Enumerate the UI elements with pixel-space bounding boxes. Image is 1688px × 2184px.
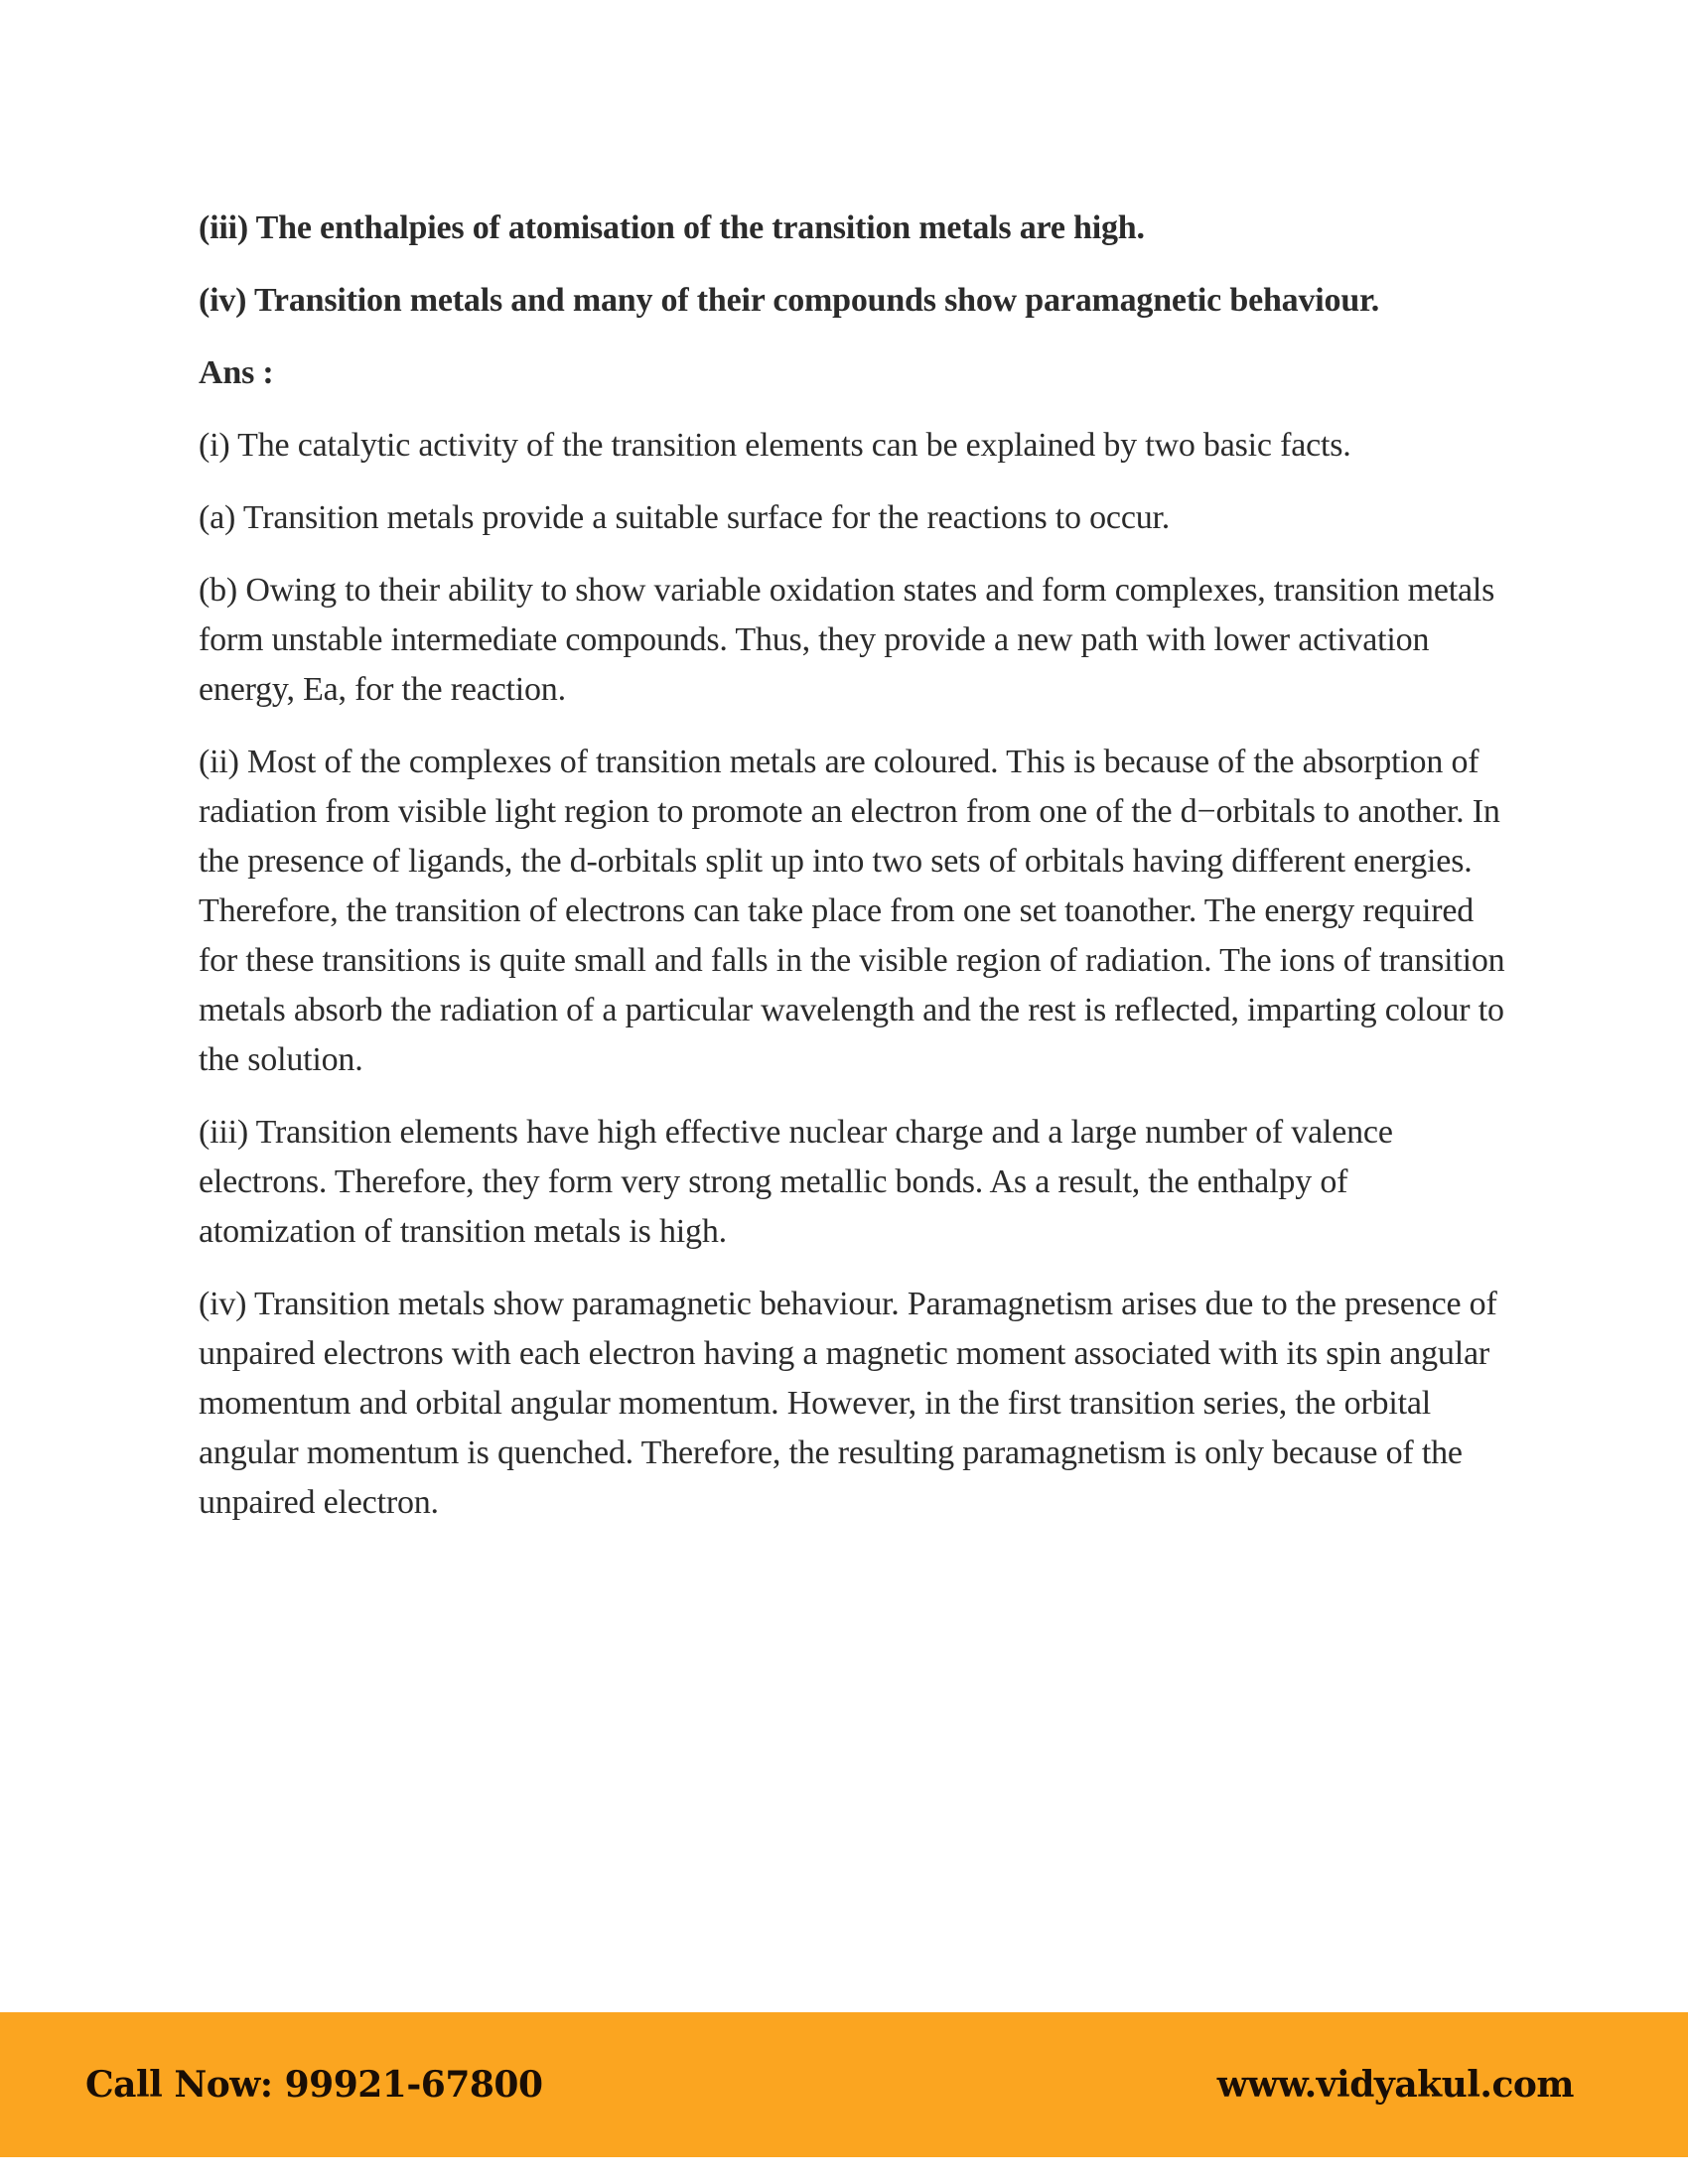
answer-iii: (iii) Transition elements have high effective nuclear charge and a large number of valence electrons. Therefore, they form very strong metallic bonds. As a result, the enthalpy of atomization of transition metals is high. <box>199 1114 1393 1250</box>
answer-ii: (ii) Most of the complexes of transition metals are coloured. This is because of the absorption of radiation from visible light region to promote an electron from one of the d−orbitals to another. In the presence of ligands, the d-orbitals split up into two sets of orbitals having different energies. Therefore, the transition of electrons can take place from one set toanother. The energy required for these transitions is quite small and falls in the visible region of radiation. The ions of transition metals absorb the radiation of a particular wavelength and the rest is reflected, imparting colour to the solution. <box>199 744 1505 1078</box>
question-iv: (iv) Transition metals and many of their compounds show paramagnetic behaviour. <box>199 282 1380 319</box>
answer-label: Ans : <box>199 354 274 391</box>
footer-banner <box>0 2012 1688 2157</box>
question-iii: (iii) The enthalpies of atomisation of the transition metals are high. <box>199 209 1145 246</box>
document-body <box>199 204 1509 1551</box>
answer-i-a: (a) Transition metals provide a suitable surface for the reactions to occur. <box>199 499 1171 536</box>
answer-i-b: (b) Owing to their ability to show variable oxidation states and form complexes, transition metals form unstable intermediate compounds. Thus, they provide a new path with lower activation energy, Ea, for the reaction. <box>199 572 1495 708</box>
footer-website-link[interactable]: www.vidyakul.com <box>1216 2064 1574 2106</box>
footer-phone: Call Now: 99921-67800 <box>85 2064 543 2106</box>
answer-i: (i) The catalytic activity of the transition elements can be explained by two basic facts. <box>199 427 1351 464</box>
answer-iv: (iv) Transition metals show paramagnetic behaviour. Paramagnetism arises due to the presence of unpaired electrons with each electron having a magnetic moment associated with its spin angular momentum and orbital angular momentum. However, in the first transition series, the orbital angular momentum is quenched. Therefore, the resulting paramagnetism is only because of the unpaired electron. <box>199 1286 1497 1521</box>
